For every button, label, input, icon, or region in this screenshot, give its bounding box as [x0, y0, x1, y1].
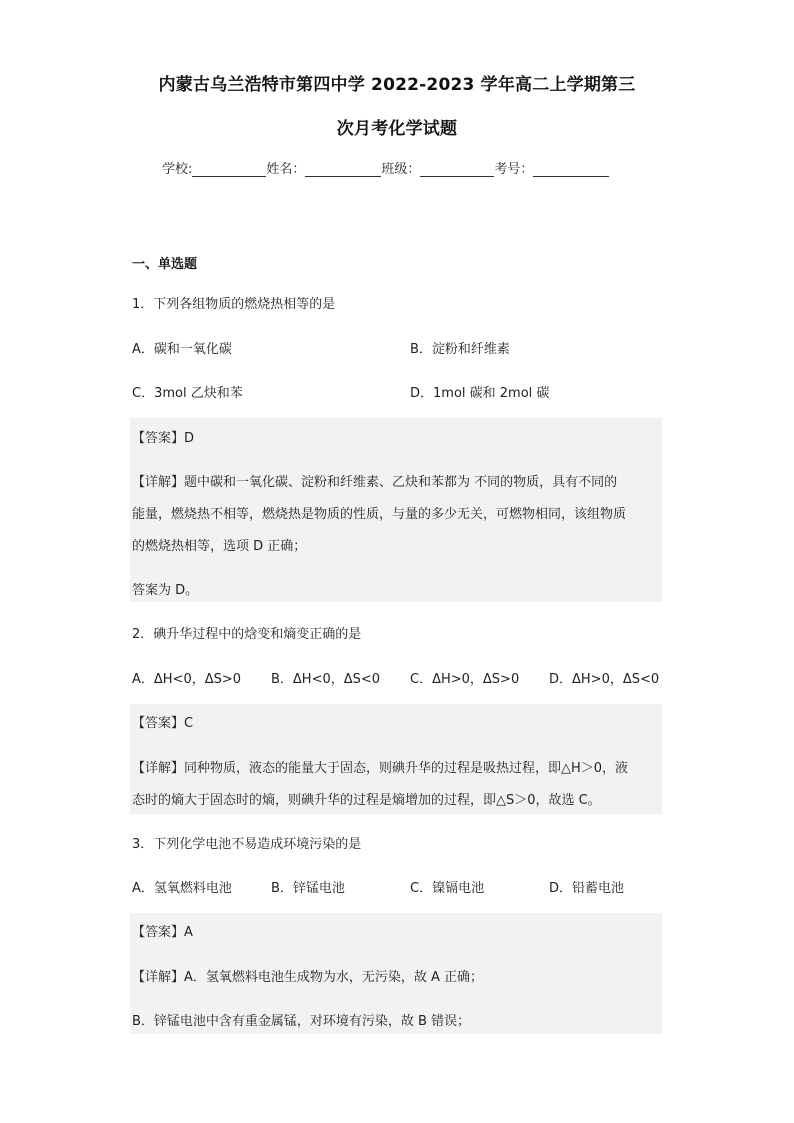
question-3-option-d: D．铅蓄电池	[549, 881, 625, 896]
question-2-detail-line-1: 【详解】同种物质，液态的能量大于固态，则碘升华的过程是吸热过程，即△H＞0，液	[132, 761, 629, 776]
question-3-stem: 3．下列化学电池不易造成环境污染的是	[132, 837, 362, 852]
question-1-option-b: B．淀粉和纤维素	[410, 342, 510, 357]
exam-number-label: 考号：	[494, 162, 534, 177]
school-label: 学校:	[162, 162, 193, 177]
question-2-answer: 【答案】C	[132, 716, 194, 731]
question-3-detail-line-2: B．锌锰电池中含有重金属锰，对环境有污染，故 B 错误；	[132, 1014, 471, 1029]
question-2-option-b: B．ΔH<0，ΔS<0	[271, 672, 381, 687]
school-blank[interactable]	[192, 162, 266, 177]
question-3-answer: 【答案】A	[132, 925, 193, 940]
question-1-detail-line-2: 能量，燃烧热不相等，燃烧热是物质的性质，与量的多少无关，可燃物相同，该组物质	[132, 507, 627, 522]
document-title-line-2: 次月考化学试题	[336, 119, 458, 139]
question-2-option-c: C．ΔH>0，ΔS>0	[410, 672, 520, 687]
question-3-detail-line-1: 【详解】A．氢氧燃料电池生成物为水，无污染，故 A 正确；	[132, 970, 484, 985]
question-1-detail-line-3: 的燃烧热相等，选项 D 正确；	[132, 539, 307, 554]
class-blank[interactable]	[420, 162, 494, 177]
question-1-stem: 1．下列各组物质的燃烧热相等的是	[132, 297, 336, 312]
question-1-option-a: A．碳和一氧化碳	[132, 342, 232, 357]
question-2-stem: 2．碘升华过程中的焓变和熵变正确的是	[132, 627, 362, 642]
question-2-detail-line-2: 态时的熵大于固态时的熵，则碘升华的过程是熵增加的过程，即△S＞0，故选 C。	[132, 793, 601, 808]
name-label: 姓名：	[266, 162, 306, 177]
question-2-option-a: A．ΔH<0，ΔS>0	[132, 672, 242, 687]
question-3-option-a: A．氢氧燃料电池	[132, 881, 232, 896]
student-info-line	[162, 158, 609, 177]
question-1-detail-line-1: 【详解】题中碳和一氧化碳、淀粉和纤维素、乙炔和苯都为 不同的物质，具有不同的	[132, 475, 618, 490]
exam-number-blank[interactable]	[533, 162, 609, 177]
name-blank[interactable]	[305, 162, 381, 177]
document-title-line-1: 内蒙古乌兰浩特市第四中学 2022-2023 学年高二上学期第三	[158, 75, 636, 95]
question-1-option-c: C．3mol 乙炔和苯	[132, 386, 243, 401]
class-label: 班级：	[381, 162, 421, 177]
question-2-option-d: D．ΔH>0，ΔS<0	[549, 672, 660, 687]
question-1-detail-line-4: 答案为 D。	[132, 583, 199, 598]
question-1-answer: 【答案】D	[132, 431, 195, 446]
question-3-option-b: B．锌锰电池	[271, 881, 345, 896]
section-heading: 一、单选题	[132, 257, 198, 272]
question-1-option-d: D．1mol 碳和 2mol 碳	[410, 386, 550, 401]
question-3-option-c: C．镍镉电池	[410, 881, 485, 896]
